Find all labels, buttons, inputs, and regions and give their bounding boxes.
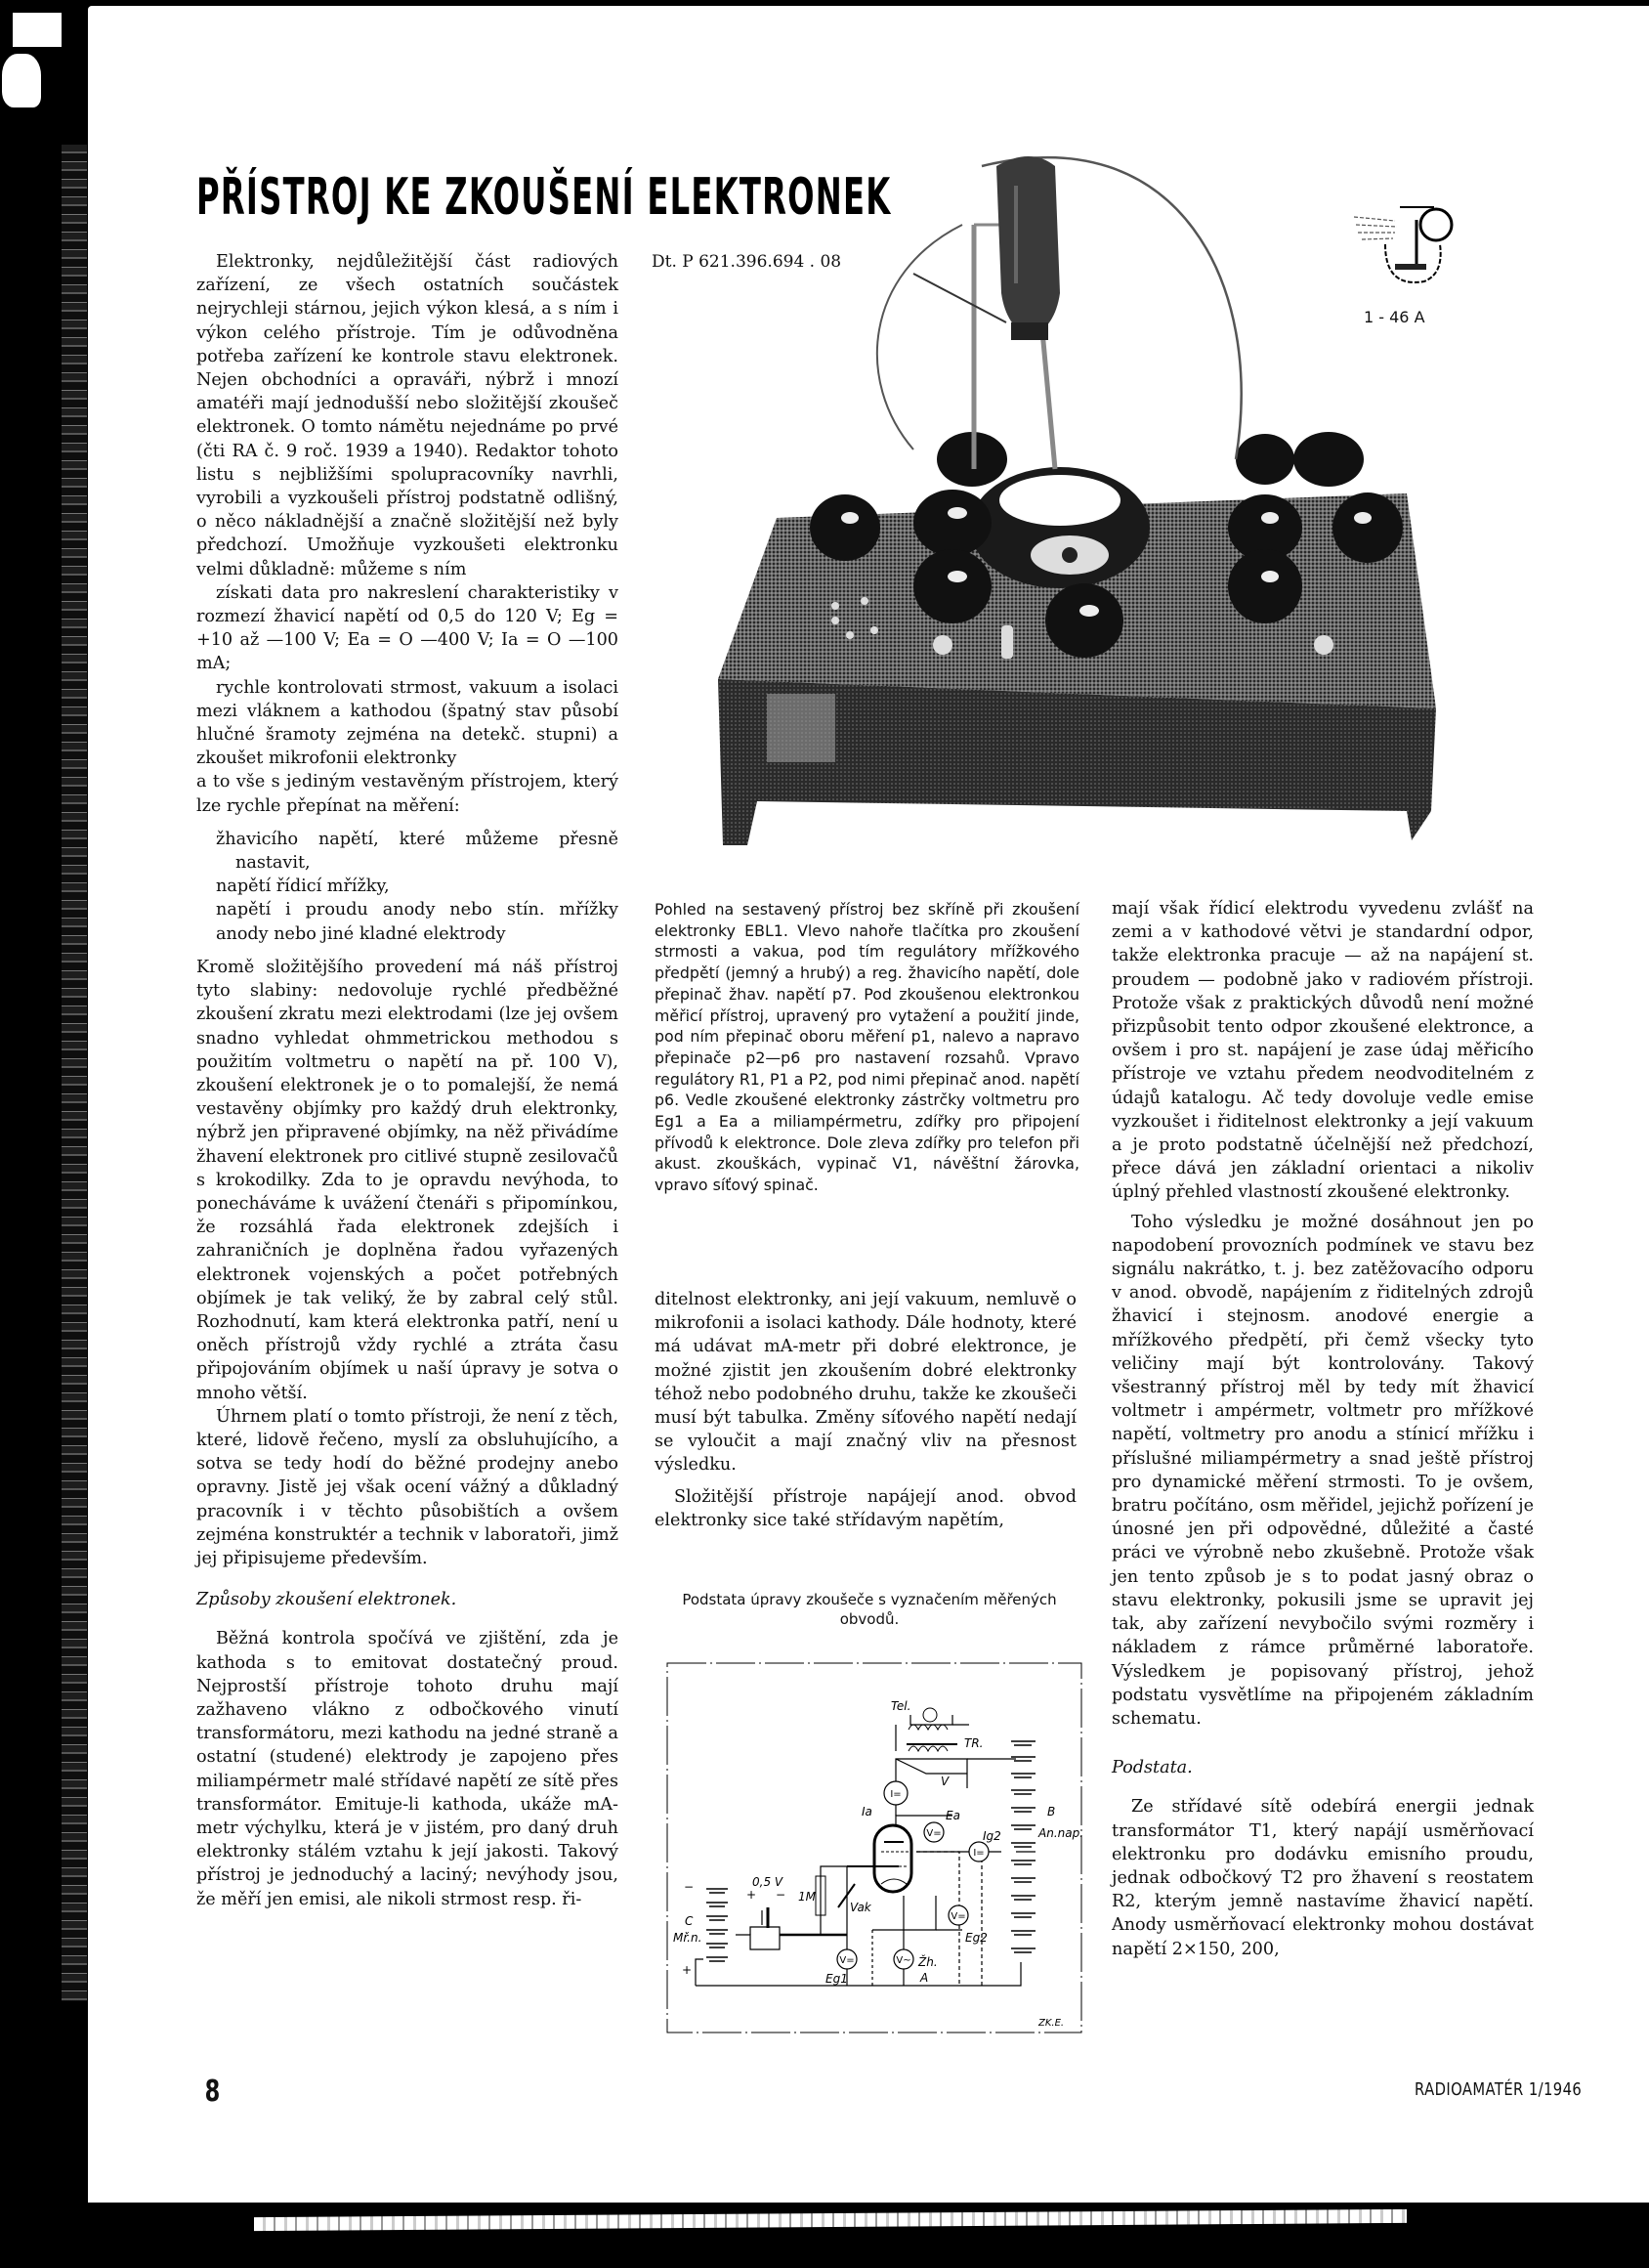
label-half-volt: 0,5 V (752, 1875, 783, 1889)
label-tel: Tel. (891, 1699, 911, 1713)
label-minus: − (684, 1880, 695, 1894)
label-anode-voltage: An.nap. (1038, 1826, 1084, 1840)
measurement-item: napětí řídicí mřížky, (216, 877, 390, 897)
label-plus: + (682, 1963, 693, 1977)
scan-artifact (2, 54, 41, 107)
label-b: B (1047, 1805, 1056, 1819)
label-grid-voltage: Mř.n. (673, 1931, 702, 1945)
meter-label: V~ (896, 1955, 911, 1966)
label-eg2: Eg2 (965, 1931, 988, 1945)
meter-label: V= (926, 1828, 942, 1839)
anode-battery (1011, 1741, 1036, 1952)
classification-code: Dt. P 621.396.694 . 08 (652, 252, 842, 272)
magazine-issue: RADIOAMATÉR 1/1946 (1415, 2079, 1583, 2100)
measurement-item: žhavicího napětí, které můžeme přesně nastavit, (216, 829, 618, 874)
complex-devices-paragraph: Složitější přístroje napájejí anod. obvod elektronky sice také střídavým napětím, (655, 1486, 1077, 1530)
instrument-photo-image (718, 137, 1441, 860)
label-minus: − (776, 1888, 786, 1902)
measurement-item: napětí i proudu anody nebo stín. mřížky anody nebo jiné kladné elektrody (216, 900, 618, 944)
meter-label: V= (839, 1955, 855, 1966)
meter-label: I= (973, 1848, 985, 1859)
label-1m: 1M (798, 1890, 816, 1904)
article-title: PŘÍSTROJ KE ZKOUŠENÍ ELEKTRONEK (196, 168, 892, 227)
scan-artifact (13, 13, 62, 47)
photo-caption: Pohled na sestavený přístroj bez skříně při zkoušení elektronky EBL1. Vlevo nahoře tlačítka pro zkoušení strmosti a vakua, pod tím regulátory mřížkového předpětí (jemný a hrubý) a reg. žhavicího napětí, dole přepinač žhav. napětí p7. Pod zkoušenou elektronkou měřicí přístroj, upravený pro vytažení a použití jinde, pod ním přepinač oboru měření p1, nalevo a napravo přepinače p2—p6 pro nastavení rozsahů. Vpravo regulátory R1, P1 a P2, pod nimi přepinač anod. napětí p6. Vedle zkoušené elektronky zástrčky voltmetru pro Eg1 a Ea a miliampérmetru, zdířky pro připojení přívodů k elektronce. Dole zleva zdířky pro telefon při akust. zkouškách, vypinač V1, návěštní žárovka, vpravo síťový spinač. (655, 900, 1079, 1195)
radioamater-logo-icon (1346, 195, 1456, 293)
capability-item: získati data pro nakreslení charakteristiky v rozmezí žhavicí napětí od 0,5 do 120 V; Eg = +10 až —100 V; Ea = O —400 V; Ia = O —100 mA; (196, 582, 618, 674)
label-a: A (920, 1971, 929, 1985)
meter-label: V= (951, 1911, 966, 1922)
capability-item: rychle kontrolovati strmost, vakuum a isolaci mezi vláknem a kathodou (špatný stav působí hlučné šramoty zejména na detekč. stupni) a zkoušet mikrofonii elektronky (196, 677, 618, 769)
label-plus: + (746, 1888, 757, 1902)
continuation-paragraph: ditelnost elektronky, ani její vakuum, nemluvě o mikrofonii a isolaci kathody. Dále hodnoty, které má udávat mA-metr při dobré elektronce, je možné zjistit jen zkoušením dobré elektronky téhož nebo podobného druhu, takže ke zkoušeči musí být tabulka. Změny síťového napětí nedají se vyloučit a mají značný vliv na přesnost výsledku. (655, 1290, 1077, 1476)
page-number: 8 (204, 2075, 221, 2109)
label-eg1: Eg1 (825, 1972, 848, 1986)
page-bottom-edge (254, 2209, 1407, 2231)
label-v: V (941, 1775, 950, 1788)
label-tr: TR. (964, 1736, 984, 1750)
weaknesses-paragraph: Kromě složitějšího provedení má náš přístroj tyto slabiny: nedovoluje rychlé předběžné zkoušení zkratu mezi elektrodami (lze jej ovšem snadno vyhledat ohmmetrickou methodou s použitím voltmetru o napětí na př. 100 V), zkoušení elektronek je o to pomalejší, že nemá vestavěny objímky pro každý druh elektronky, nýbrž jen připravené objímky, na něž přivádíme žhavení elektronek pro citlivé stupně zesilovačů s krokodilky. Zda to je opravdu nevýhoda, to ponecháváme k uvážení čtenáři s připomínkou, že rozsáhlá řada elektronek zdejších i zahraničních je doplněna řadou vyřazených elektronek vojenských a počet potřebných objímek je tak veliký, že by zabral celý stůl. Rozhodnutí, kam která elektronka patří, není u oněch přístrojů vždy rychlé a ztráta času připojováním objímek u naší úpravy je sotva o mnoho větší. (196, 957, 618, 1403)
tube-symbol (874, 1825, 911, 1892)
section-heading-methods: Způsoby zkoušení elektronek. (196, 1590, 457, 1610)
grid-bias-battery (706, 1889, 728, 1961)
magazine-logo (1346, 195, 1456, 293)
circuit-schematic (664, 1651, 1084, 2052)
measurement-intro: a to vše s jediným vestavěným přístrojem, který lze rychle přepínat na měření: (196, 772, 618, 816)
logo-code: 1 - 46 A (1364, 308, 1425, 326)
scan-binding-strip (62, 145, 87, 2001)
column-1 (196, 250, 618, 1911)
meter-label: I= (890, 1789, 902, 1800)
label-filament: Žh. (918, 1955, 938, 1969)
label-ig2: Ig2 (983, 1829, 1001, 1843)
label-ea: Ea (946, 1809, 960, 1822)
paragraph: Toho výsledku je možné dosáhnout jen po napodobení provozních podmínek ve stavu bez signálu nakrátko, t. j. bez zatěžovacího odporu v anod. obvodě, napájením z řiditelných zdrojů žhavicí i stejnosm. anodové energie a mřížkového předpětí, při čemž všecky tyto veličiny mají být kontrolovány. Takový všestranný přístroj měl by tedy mít žhavicí voltmetr i ampérmetr, voltmetr pro mřížkové napětí, voltmetry pro anodu a stínicí mřížku i příslušné miliampérmetry a snad ještě přístroj pro dynamické měření strmosti. To je ovšem, bratru počítáno, osm měřidel, jejichž pořízení je únosné jen při odpovědné, důležité a časté práci ve výrobně nebo zkušebně. Protože však jen tento způsob je s to podat jasný obraz o stavu elektronky, pokusili jsme se upravit jej tak, aby zařízení nevybočilo svými rozměry i nákladem z rámce průměrné laboratoře. Výsledkem je popisovaný přístroj, jehož podstatu vysvětlíme na připojeném základním schematu. (1112, 1212, 1534, 1729)
column-2 (655, 1288, 1077, 1532)
section-heading-principle: Podstata. (1112, 1758, 1193, 1778)
label-vak: Vak (850, 1901, 871, 1914)
methods-paragraph: Běžná kontrola spočívá ve zjištění, zda je kathoda s to emitovat dostatečný proud. Nejprostší přístroje tohoto druhu mají zažhaveno vlákno z odbočkového vinutí transformátoru, mezi kathodu na jedné straně a ostatní (studené) elektrody je zapojeno přes miliampérmetr malé střídavé napětí ze sítě přes transformátor. Emituje-li kathoda, ukáže mA-metr výchylku, která je v jistém, pro daný druh elektronky stálém vztahu k její jakosti. Takový přístroj je jednoduchý a laciný; nevýhody jsou, že měří jen emisi, ale nikoli strmost resp. ři- (196, 1629, 618, 1909)
paragraph: Ze střídavé sítě odebírá energii jednak transformátor T1, který napájí usměrňovací elektronku pro dodávku emisního proudu, jednak odbočkový T2 pro žhavení s reostatem R2, kterým jemně nastavíme žhavicí napětí. Anody usměrňovací elektronky mohou dostávat napětí 2×150, 200, (1112, 1797, 1534, 1959)
schematic-caption: Podstata úpravy zkoušeče s vyznačením měřených obvodů. (682, 1591, 1057, 1628)
circuit-diagram (664, 1651, 1084, 2052)
label-signature: ZK.E. (1038, 2018, 1065, 2029)
instrument-photo (718, 137, 1441, 860)
paragraph: mají však řídicí elektrodu vyvedenu zvlášť na zemi a v kathodové větvi je standardní odpor, takže elektronka pracuje — až na napájení st. proudem — podobně jako v radiovém přístroji. Protože však z praktických důvodů není možné přizpůsobit tento odpor zkoušené elektronce, a ovšem i pro st. napájení je zase údaj měřicího přístroje ve vztahu předem neodvoditelném z údajů katalogu. Ač tedy dovoluje vedle emise vyzkoušet i řiditelnost elektronky a její vakuum a je proto podstatně účelnější než předchozí, přece dává jen základní orientaci a nikoliv úplný přehled vlastností zkoušené elektronky. (1112, 899, 1534, 1203)
label-c: C (685, 1914, 694, 1928)
column-3 (1112, 897, 1534, 1961)
intro-paragraph: Elektronky, nejdůležitější část radiových zařízení, ze všech ostatních součástek nejrychleji stárnou, jejich výkon klesá, a s ním i výkon celého přístroje. Tím je odůvodněna potřeba zařízení ke kontrole stavu elektronek. Nejen obchodníci a opraváři, nýbrž i mnozí amatéři mají jednodušší nebo složitější zkoušeč elektronek. O tomto námětu nejednáme po prvé (čti RA č. 9 roč. 1939 a 1940). Redaktor tohoto listu s nejbližšími spolupracovníky navrhli, vyrobili a vyzkoušeli přístroj podstatně odlišný, o něco nákladnější a značně složitější než byly předchozí. Umožňuje vyzkoušeti elektronku velmi důkladně: můžeme s ním (196, 252, 618, 579)
summary-paragraph: Úhrnem platí o tomto přístroji, že není z těch, které, lidově řečeno, myslí za obsluhujícího, a sotva se tedy hodí do běžné prodejny anebo opravny. Jistě jej však ocení vážný a důkladný pracovník i v těchto působištích a ovšem zejména konstruktér a technik v laboratoři, jimž jej připisujeme především. (196, 1406, 618, 1568)
label-ia: Ia (862, 1805, 872, 1819)
